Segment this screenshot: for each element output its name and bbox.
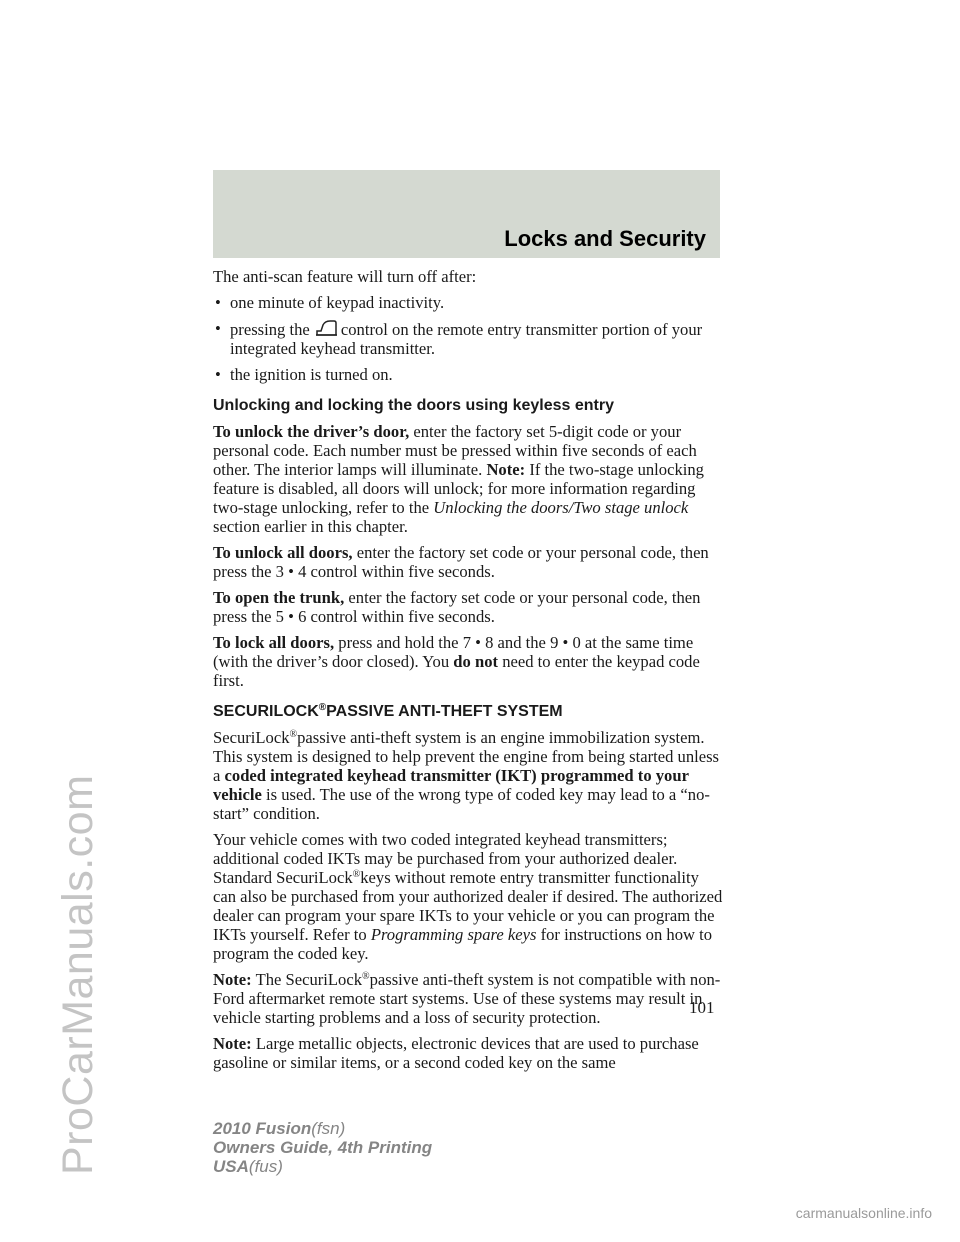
list-item	[213, 319, 723, 358]
list-item-text: the ignition is turned on.	[230, 365, 393, 384]
footer-line-2: Owners Guide, 4th Printing	[213, 1138, 433, 1157]
note-remote-start-paragraph: Note: The SecuriLock®passive anti-theft system is not compatible with non-Ford aftermarket remote start systems. Use of these systems may result in vehicle starting problems and a loss of security protection.	[213, 970, 721, 1027]
side-watermark	[6, 215, 102, 1175]
bullet-icon: •	[215, 365, 221, 384]
lock-all-paragraph: To lock all doors, press and hold the 7 • 8 and the 9 • 0 at the same time (with the driver’s door closed). You do not need to enter the keypad code first.	[213, 633, 700, 690]
list-item-text: one minute of keypad inactivity.	[230, 293, 445, 312]
securilock-intro-paragraph: SecuriLock®passive anti-theft system is an engine immobilization system. This system is designed to help prevent the engine from being started unless a coded integrated keyhead transmitter (IKT) programmed to your vehicle is used. The use of the wrong type of coded key may lead to a “no-start” condition.	[213, 728, 720, 823]
unlock-all-paragraph: To unlock all doors, enter the factory set code or your personal code, then press the 3 • 4 control within five seconds.	[213, 543, 709, 581]
open-trunk-paragraph: To open the trunk, enter the factory set code or your personal code, then press the 5 • 6 control within five seconds.	[213, 588, 701, 626]
bullet-icon: •	[215, 319, 221, 338]
note-metallic-objects-paragraph: Note: Large metallic objects, electronic devices that are used to purchase gasoline or similar items, or a second coded key on the same	[213, 1034, 699, 1072]
page-content	[213, 267, 723, 1079]
document-footer	[213, 1119, 432, 1176]
side-watermark-text: ProCarManuals.com	[54, 774, 102, 1175]
bullet-icon: •	[215, 293, 221, 312]
list-item-text: control on the remote entry transmitter portion of your integrated keyhead transmitter.	[230, 320, 703, 358]
footer-line-3: USA(fus)	[213, 1157, 283, 1176]
footer-line-1: 2010 Fusion(fsn)	[213, 1119, 346, 1138]
list-item	[213, 293, 723, 312]
site-watermark: carmanualsonline.info	[795, 1205, 932, 1221]
list-item-text: pressing the	[230, 320, 310, 339]
keyless-entry-heading: Unlocking and locking the doors using keyless entry	[213, 397, 614, 414]
trunk-release-icon	[314, 319, 338, 339]
anti-scan-list	[213, 293, 723, 384]
securilock-heading: SECURILOCK®PASSIVE ANTI-THEFT SYSTEM	[213, 702, 563, 720]
unlock-driver-paragraph: To unlock the driver’s door, enter the factory set 5-digit code or your personal code. Each number must be pressed within five seconds of each other. The interior lamps will illuminate. Note: If the two-stage unlocking feature is disabled, all doors will unlock; for more information regarding two-stage unlocking, refer to the Unlocking the doors/Two stage unlock section earlier in this chapter.	[213, 422, 704, 536]
section-header-banner	[213, 170, 720, 258]
section-title: Locks and Security	[504, 226, 706, 251]
intro-paragraph: The anti-scan feature will turn off after:	[213, 267, 477, 286]
page-number: 101	[689, 998, 715, 1017]
list-item	[213, 365, 723, 384]
coded-keys-paragraph: Your vehicle comes with two coded integrated keyhead transmitters; additional coded IKTs may be purchased from your authorized dealer. Standard SecuriLock®keys without remote entry transmitter functionality can also be purchased from your authorized dealer if desired. The authorized dealer can program your spare IKTs to your vehicle or you can program the IKTs yourself. Refer to Programming spare keys for instructions on how to program the coded key.	[213, 830, 723, 963]
